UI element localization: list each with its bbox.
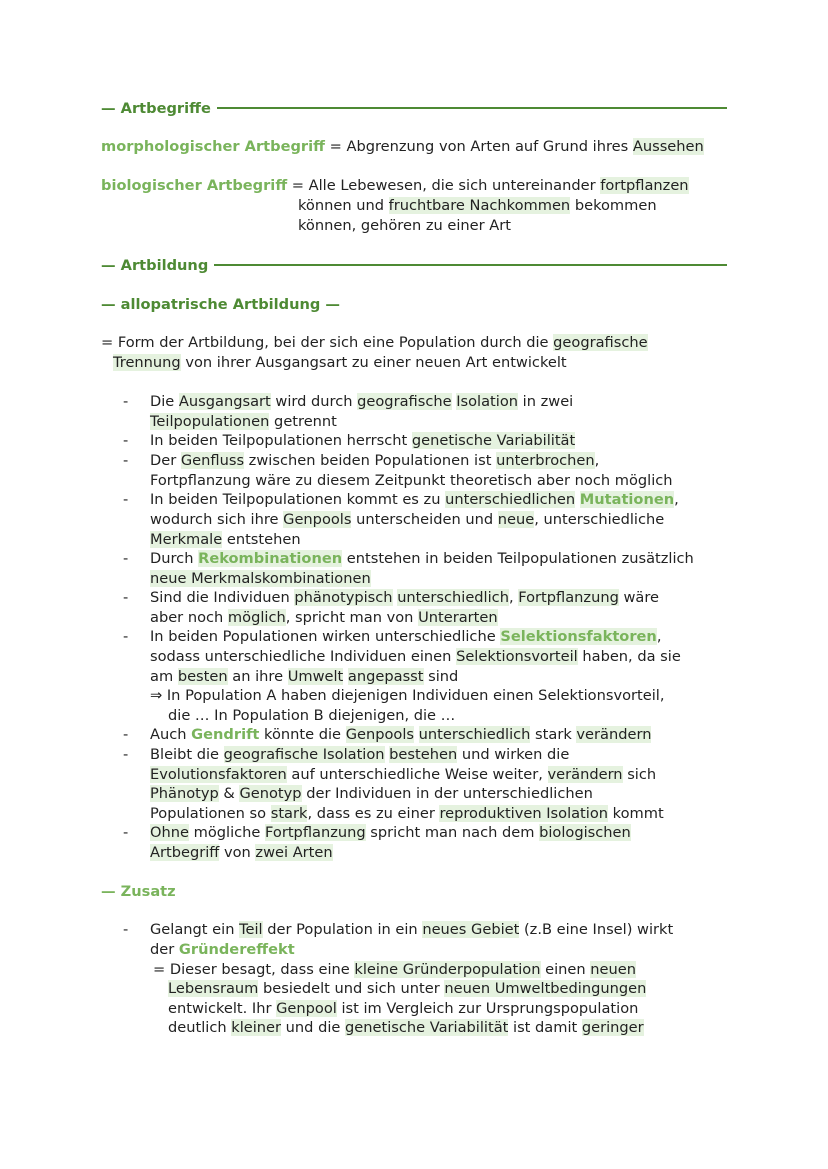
highlight: neues Gebiet <box>422 921 520 938</box>
list-item <box>150 920 673 940</box>
highlight: Fortpflanzung <box>518 589 619 606</box>
text-line <box>150 765 656 785</box>
highlight: verändern <box>547 766 623 783</box>
text-span: Gelangt ein <box>150 921 240 938</box>
text-span: und die <box>281 1019 346 1036</box>
highlight: geografische <box>553 334 648 351</box>
definition-text: können, gehören zu einer Art <box>298 217 511 234</box>
heading-rule <box>214 264 727 266</box>
text-span: , dass es zu einer <box>307 805 440 822</box>
text-span: Populationen so <box>150 805 271 822</box>
text-span: entstehen <box>222 531 301 548</box>
text-span: sich <box>622 766 657 783</box>
text-line <box>150 608 498 628</box>
highlight: neue Merkmalskombinationen <box>150 570 371 587</box>
text-span: kommt <box>608 805 664 822</box>
text-span: die … In Population B diejenigen, die … <box>168 707 456 724</box>
highlight: geografische Isolation <box>223 746 385 763</box>
highlight: Umwelt <box>287 668 344 685</box>
highlight: Isolation <box>456 393 519 410</box>
highlight: Teilpopulationen <box>150 413 270 430</box>
text-span: Gendrift <box>191 726 260 743</box>
heading-text: — Artbegriffe <box>101 99 211 117</box>
highlight: neuen <box>590 961 637 978</box>
arrow-icon: ⇒ <box>150 687 163 704</box>
text-span: entwickelt. Ihr <box>168 1000 277 1017</box>
text-span: in zwei <box>518 393 574 410</box>
text-line <box>150 686 664 706</box>
highlight: unterschiedlichen <box>445 491 576 508</box>
list-item <box>150 392 573 412</box>
highlight: neue <box>497 511 535 528</box>
bullet-dash: - <box>123 589 129 606</box>
highlight: Fortpflanzung <box>265 824 366 841</box>
heading-text: — Zusatz <box>101 882 176 900</box>
list-item <box>150 451 599 471</box>
text-line <box>168 979 646 999</box>
text-span: In Population A haben diejenigen Individuen einen Selektionsvorteil, <box>162 687 665 704</box>
definition-text: = Alle Lebewesen, die sich untereinander <box>287 177 601 194</box>
text-span: entstehen in beiden Teilpopulationen zusätzlich <box>342 550 694 567</box>
highlight: verändern <box>576 726 652 743</box>
text-line <box>150 471 673 491</box>
text-line <box>150 569 371 589</box>
text-span: besiedelt und sich unter <box>258 980 445 997</box>
definition-text: = Abgrenzung von Arten auf Grund ihres <box>324 138 633 155</box>
bullet-dash: - <box>123 628 129 645</box>
text-span: wird durch <box>270 393 358 410</box>
highlight: Merkmale <box>150 531 223 548</box>
text-span: der Individuen in der unterschiedlichen <box>301 785 593 802</box>
highlight: Trennung <box>113 354 181 371</box>
text-span: einen <box>540 961 591 978</box>
highlight: Mutationen <box>579 491 675 508</box>
highlight: fruchtbare Nachkommen <box>388 197 571 214</box>
text-span <box>414 726 419 743</box>
text-span: Die <box>150 393 179 410</box>
highlight: reproduktiven Isolation <box>439 805 609 822</box>
text-span: sodass unterschiedliche Individuen einen <box>150 648 457 665</box>
highlight: geografische <box>357 393 452 410</box>
text-span: von <box>219 844 256 861</box>
text-span: wäre <box>618 589 660 606</box>
highlight: Lebensraum <box>168 980 259 997</box>
term-label: biologischer Artbegriff <box>101 177 288 194</box>
text-line <box>168 1018 644 1038</box>
highlight: Rekombinationen <box>198 550 343 567</box>
text-span: deutlich <box>168 1019 232 1036</box>
text-span: an ihre <box>227 668 288 685</box>
text-span: , spricht man von <box>285 609 419 626</box>
section-heading-artbegriffe <box>101 98 727 118</box>
text-span: & <box>218 785 240 802</box>
list-item <box>150 588 659 608</box>
text-line <box>153 960 636 980</box>
definition-text: bekommen <box>570 197 657 214</box>
highlight: Aussehen <box>632 138 704 155</box>
text-line <box>168 706 455 726</box>
text-line <box>168 999 638 1019</box>
text-span: In beiden Teilpopulationen kommt es zu <box>150 491 446 508</box>
bullet-dash: - <box>123 726 129 743</box>
text-span: ist im Vergleich zur Ursprungspopulation <box>336 1000 639 1017</box>
bullet-dash: - <box>123 746 129 763</box>
text-span: (z.B eine Insel) wirkt <box>519 921 674 938</box>
list-item <box>150 431 575 451</box>
text-line <box>150 784 593 804</box>
text-line <box>150 843 333 863</box>
heading-text: — allopatrische Artbildung — <box>101 295 340 313</box>
text-span: In beiden Populationen wirken unterschiedliche <box>150 628 501 645</box>
list-item <box>150 549 694 569</box>
text-span: Gründereffekt <box>178 941 295 958</box>
text-span: Auch <box>150 726 192 743</box>
highlight: biologischen <box>539 824 631 841</box>
text-span: , <box>656 628 662 645</box>
text-span: , <box>674 491 679 508</box>
text-span: ist damit <box>508 1019 582 1036</box>
highlight: kleiner <box>231 1019 282 1036</box>
text-span: am <box>150 668 178 685</box>
subheading-allopatric <box>101 294 731 314</box>
section-heading-artbildung <box>101 255 727 275</box>
text-span: , <box>594 452 600 469</box>
definition-text: können und <box>298 197 389 214</box>
bullet-dash: - <box>123 452 129 469</box>
highlight: zwei Arten <box>255 844 333 861</box>
text-line <box>298 196 657 216</box>
text-line <box>150 510 664 530</box>
bullet-dash: - <box>123 921 129 938</box>
highlight: Genotyp <box>239 785 302 802</box>
text-span: stark <box>530 726 577 743</box>
highlight: genetische Variabilität <box>345 1019 509 1036</box>
highlight: kleine Gründerpopulation <box>354 961 541 978</box>
heading-text: — Artbildung <box>101 256 209 274</box>
list-item <box>150 725 651 745</box>
list-item <box>150 627 661 647</box>
section-heading-zusatz <box>101 881 731 901</box>
text-span: = Dieser besagt, dass eine <box>153 961 355 978</box>
highlight: Genpools <box>283 511 352 528</box>
text-span: , <box>508 589 519 606</box>
highlight: unterschiedlich <box>418 726 531 743</box>
text-span: Der <box>150 452 181 469</box>
list-item <box>150 745 569 765</box>
highlight: unterschiedlich <box>397 589 509 606</box>
text-span: sind <box>423 668 459 685</box>
highlight: Artbegriff <box>150 844 220 861</box>
highlight: Teil <box>239 921 263 938</box>
text-span: der Population in ein <box>262 921 423 938</box>
text-line <box>150 804 664 824</box>
highlight: Ausgangsart <box>178 393 271 410</box>
bullet-dash: - <box>123 550 129 567</box>
text-line <box>298 216 511 236</box>
bullet-dash: - <box>123 491 129 508</box>
highlight: genetische Variabilität <box>411 432 576 449</box>
list-item <box>150 823 631 843</box>
text-line <box>101 137 704 157</box>
text-span: und wirken die <box>457 746 570 763</box>
heading-rule <box>217 107 727 109</box>
highlight: Genpools <box>345 726 415 743</box>
highlight: besten <box>177 668 228 685</box>
text-span: wodurch sich ihre <box>150 511 284 528</box>
text-span: getrennt <box>269 413 337 430</box>
text-span: mögliche <box>188 824 266 841</box>
highlight: Ohne <box>150 824 189 841</box>
highlight: fortpflanzen <box>600 177 689 194</box>
bullet-dash: - <box>123 432 129 449</box>
term-label: morphologischer Artbegriff <box>101 138 325 155</box>
highlight: phänotypisch <box>294 589 393 606</box>
text-span: In beiden Teilpopulationen herrscht <box>150 432 412 449</box>
text-line <box>101 333 648 353</box>
highlight: angepasst <box>347 668 424 685</box>
highlight: bestehen <box>389 746 458 763</box>
text-span: Sind die Individuen <box>150 589 295 606</box>
text-line <box>150 530 301 550</box>
text-span: Bleibt die <box>150 746 224 763</box>
highlight: Selektionsvorteil <box>456 648 578 665</box>
highlight: Phänotyp <box>150 785 219 802</box>
text-span: auf unterschiedliche Weise weiter, <box>286 766 548 783</box>
text-line <box>150 667 458 687</box>
text-span: haben, da sie <box>577 648 681 665</box>
bullet-dash: - <box>123 824 129 841</box>
text-span: Durch <box>150 550 199 567</box>
bullet-dash: - <box>123 393 129 410</box>
text-line <box>113 353 567 373</box>
text-span: spricht man nach dem <box>365 824 540 841</box>
highlight: neuen Umweltbedingungen <box>444 980 647 997</box>
text-span: könnte die <box>259 726 346 743</box>
highlight: stark <box>270 805 308 822</box>
text-line <box>150 412 337 432</box>
highlight: Selektionsfaktoren <box>500 628 657 645</box>
text-span: , unterschiedliche <box>534 511 665 528</box>
list-item <box>150 490 679 510</box>
highlight: Evolutionsfaktoren <box>150 766 287 783</box>
text-span: zwischen beiden Populationen ist <box>244 452 497 469</box>
definition-text: von ihrer Ausgangsart zu einer neuen Art entwickelt <box>180 354 567 371</box>
highlight: möglich <box>227 609 286 626</box>
definition-text: = Form der Artbildung, bei der sich eine Population durch die <box>101 334 554 351</box>
highlight: geringer <box>581 1019 644 1036</box>
text-line <box>150 940 295 960</box>
text-span: Fortpflanzung wäre zu diesem Zeitpunkt theoretisch aber noch möglich <box>150 472 673 489</box>
highlight: Genpool <box>276 1000 337 1017</box>
text-line <box>150 647 681 667</box>
highlight: Genfluss <box>180 452 245 469</box>
highlight: Unterarten <box>418 609 498 626</box>
text-span: aber noch <box>150 609 228 626</box>
text-span: unterscheiden und <box>351 511 498 528</box>
text-span: der <box>150 941 179 958</box>
text-line <box>101 176 689 196</box>
highlight: unterbrochen <box>496 452 595 469</box>
